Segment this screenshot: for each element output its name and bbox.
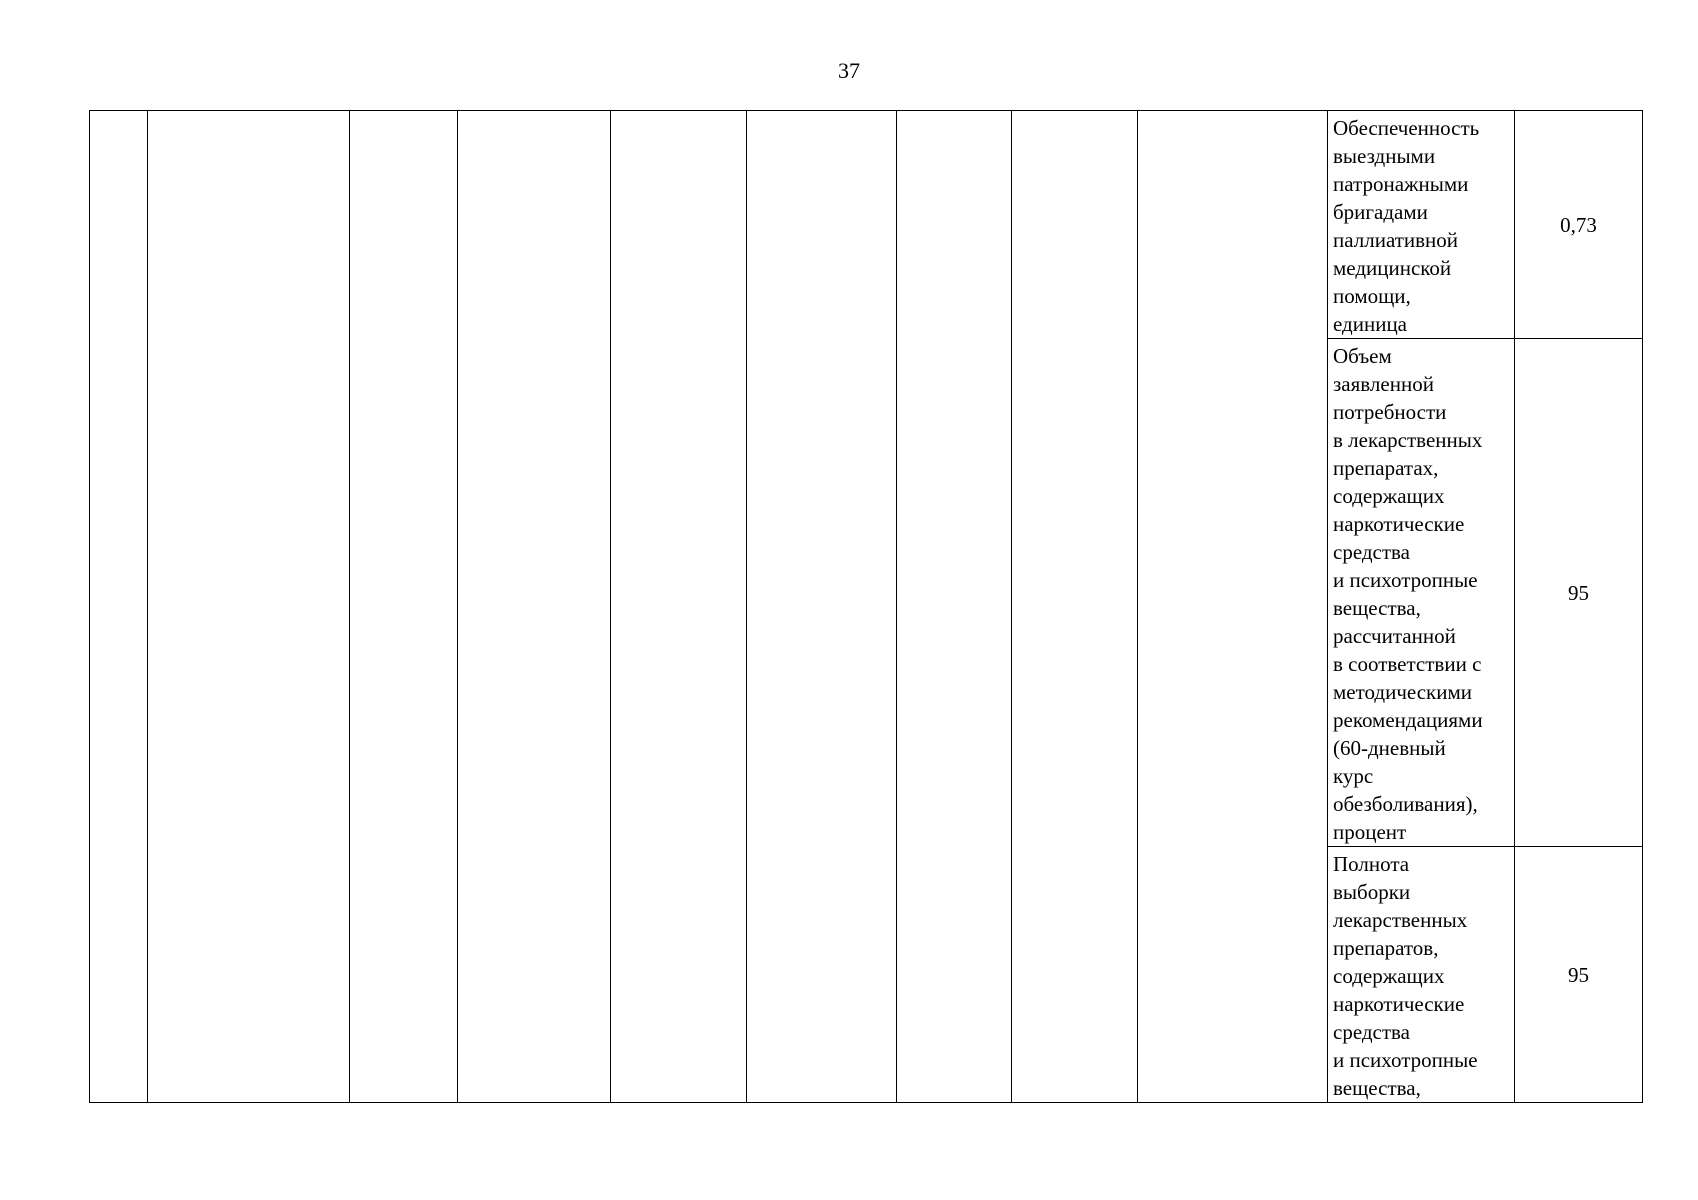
indicator-name-cell: Полнота выборки лекарственных препаратов, содержащих наркотические средства и психотропные вещества, (1328, 847, 1515, 1103)
indicator-name-cell: Объем заявленной потребности в лекарственных препаратах, содержащих наркотические средства и психотропные вещества, рассчитанной в соответствии с методическими рекомендациями (60-дневный курс обезболивания), процент (1328, 339, 1515, 847)
empty-cell-col-1 (90, 111, 148, 1103)
empty-cell-col-2 (148, 111, 350, 1103)
table-row (90, 111, 1643, 339)
indicators-table (89, 110, 1643, 1103)
empty-cell-col-7 (897, 111, 1012, 1103)
indicator-name-cell: Обеспеченность выездными патронажными бригадами паллиативной медицинской помощи, единица (1328, 111, 1515, 339)
page-number: 37 (838, 58, 860, 83)
empty-cell-col-4 (458, 111, 611, 1103)
empty-cell-col-9 (1138, 111, 1328, 1103)
indicator-value-cell: 95 (1515, 847, 1643, 1103)
empty-cell-col-8 (1012, 111, 1138, 1103)
indicator-value-cell: 95 (1515, 339, 1643, 847)
empty-cell-col-6 (747, 111, 897, 1103)
indicator-value-cell: 0,73 (1515, 111, 1643, 339)
empty-cell-col-3 (350, 111, 458, 1103)
empty-cell-col-5 (611, 111, 747, 1103)
